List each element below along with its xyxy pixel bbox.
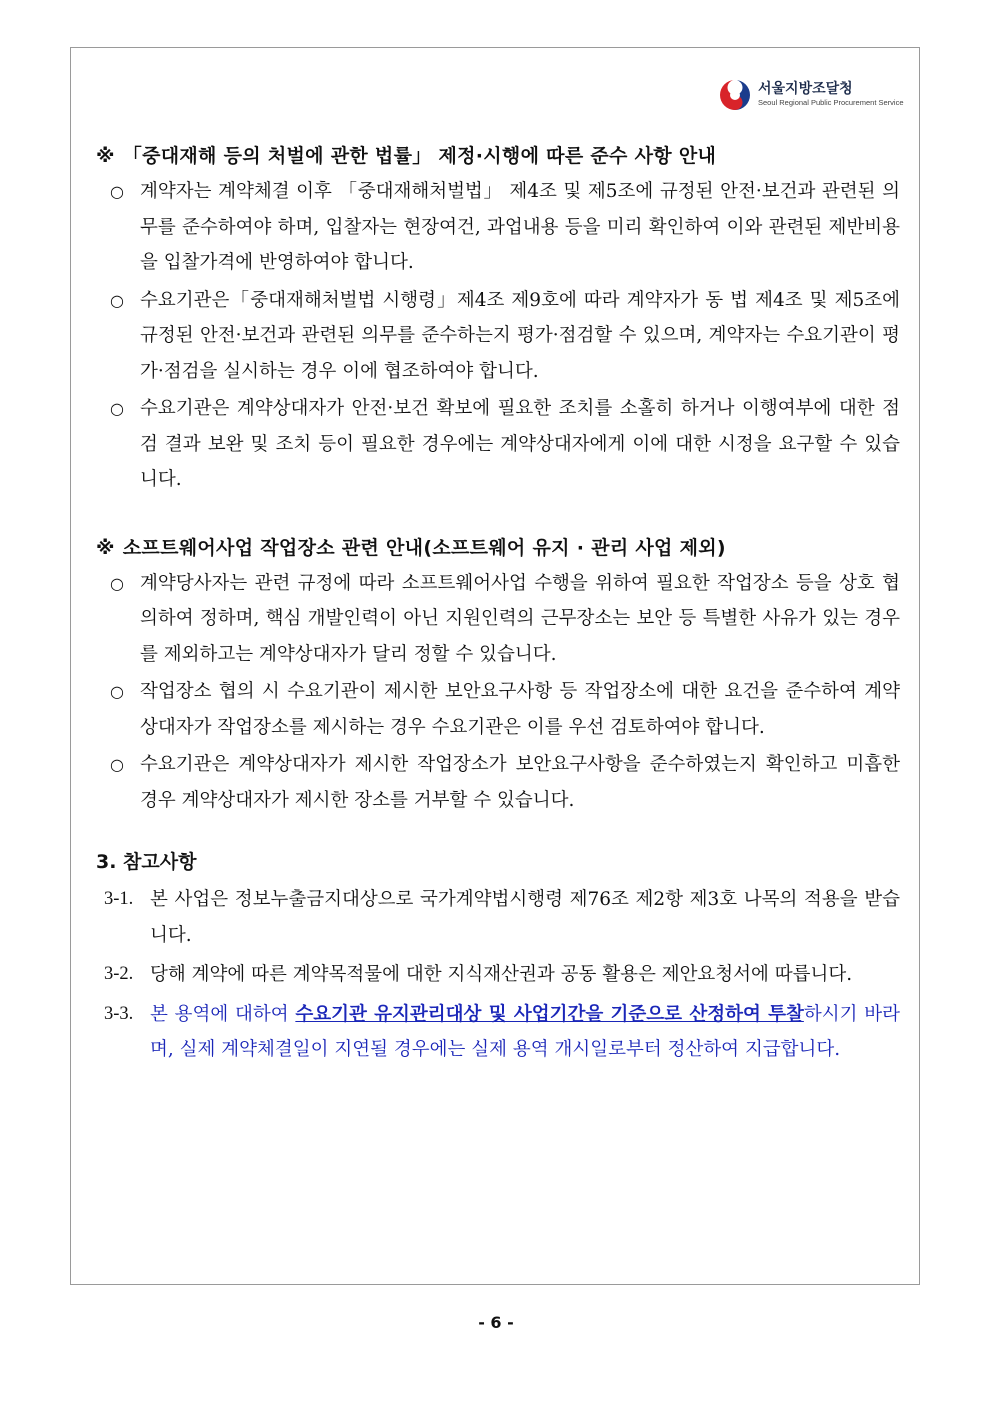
circle-bullet-icon: ○	[110, 755, 124, 774]
reference-item-emphasis: 수요기관 유지관리대상 및 사업기간을 기준으로 산정하여 투찰	[295, 1003, 804, 1025]
reference-item-text-after: 하시기 바라며, 실제 계약체결일이 지연될 경우에는 실제 용역 개시일로부터 정산하여 지급합니다.	[150, 1003, 900, 1060]
circle-bullet-icon: ○	[110, 182, 124, 201]
section2-item	[96, 674, 900, 745]
circle-bullet-icon: ○	[110, 399, 124, 418]
section1-item	[96, 174, 900, 281]
reference-item	[96, 957, 900, 993]
reference-item-text: 당해 계약에 따른 계약목적물에 대한 지식재산권과 공동 활용은 제안요청서에 따릅니다.	[150, 964, 853, 985]
section1-item-text: 수요기관은 계약상대자가 안전·보건 확보에 필요한 조치를 소홀히 하거나 이행여부에 대한 점검 결과 보완 및 조치 등이 필요한 경우에는 계약상대자에게 이에 대한 시정을 요구할 수 있습니다.	[140, 398, 900, 490]
section2-item	[96, 747, 900, 818]
section2-item-text: 작업장소 협의 시 수요기관이 제시한 보안요구사항 등 작업장소에 대한 요건을 준수하여 계약상대자가 작업장소를 제시하는 경우 수요기관은 이를 우선 검토하여야 합니다.	[140, 681, 900, 738]
reference-item-highlighted	[96, 997, 900, 1068]
reference-item-text: 본 사업은 정보누출금지대상으로 국가계약법시행령 제76조 제2항 제3호 나목의 적용을 받습니다.	[150, 889, 900, 946]
taegeuk-logo-icon	[718, 78, 752, 112]
circle-bullet-icon: ○	[110, 682, 124, 701]
section1-item-text: 계약자는 계약체결 이후 「중대재해처벌법」 제4조 및 제5조에 규정된 안전·보건과 관련된 의무를 준수하여야 하며, 입찰자는 현장여건, 과업내용 등을 미리 확인하여 이와 관련된 제반비용을 입찰가격에 반영하여야 합니다.	[140, 181, 900, 273]
reference-item-text-before: 본 용역에 대하여	[150, 1003, 296, 1025]
circle-bullet-icon: ○	[110, 573, 124, 593]
reference-item	[96, 882, 900, 953]
page-number: - 6 -	[478, 1313, 514, 1332]
org-name: 서울지방조달청	[758, 81, 853, 97]
section2-title: 소프트웨어사업 작업장소 관련 안내(소프트웨어 유지 · 관리 사업 제외)	[122, 536, 726, 559]
reference-mark: ※	[96, 536, 115, 559]
document-body	[96, 140, 900, 1068]
reference-item-number: 3-1.	[104, 889, 134, 909]
org-name-en: Seoul Regional Public Procurement Service	[758, 98, 904, 107]
section2-item	[96, 566, 900, 673]
section2-item-text: 계약당사자는 관련 규정에 따라 소프트웨어사업 수행을 위하여 필요한 작업장소 등을 상호 협의하여 정하며, 핵심 개발인력이 아닌 지원인력의 근무장소는 보안 등 특별한 사유가 있는 경우를 제외하고는 계약상대자가 달리 정할 수 있습니다.	[140, 572, 900, 665]
circle-bullet-icon: ○	[110, 290, 124, 310]
reference-mark: ※	[96, 145, 115, 167]
section1-heading	[96, 140, 900, 172]
section1-item	[96, 391, 900, 498]
org-logo	[718, 76, 904, 116]
section2-item-text: 수요기관은 계약상대자가 제시한 작업장소가 보안요구사항을 준수하였는지 확인하고 미흡한 경우 계약상대자가 제시한 장소를 거부할 수 있습니다.	[140, 754, 900, 811]
section1-item	[96, 283, 900, 390]
section1-item-text: 수요기관은「중대재해처벌법 시행령」제4조 제9호에 따라 계약자가 동 법 제4조 및 제5조에 규정된 안전·보건과 관련된 의무를 준수하는지 평가·점검할 수 있으며, 계약자는 수요기관이 평가·점검을 실시하는 경우 이에 협조하여야 합니다.	[140, 289, 900, 382]
reference-item-number: 3-3.	[104, 1003, 134, 1024]
section3-heading: 3. 참고사항	[96, 851, 197, 873]
reference-item-number: 3-2.	[104, 964, 134, 984]
section2-heading	[96, 532, 900, 564]
section1-title: 「중대재해 등의 처벌에 관한 법률」 제정·시행에 따른 준수 사항 안내	[122, 145, 717, 167]
